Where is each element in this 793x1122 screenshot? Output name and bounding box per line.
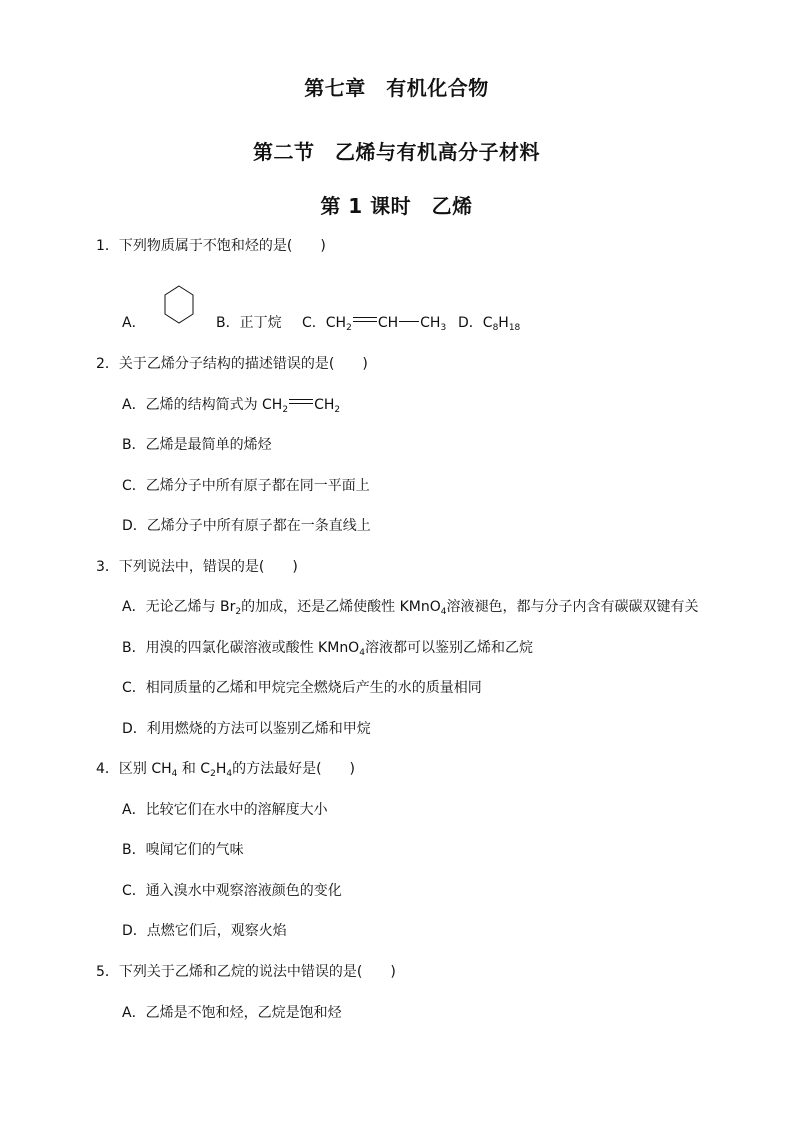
- double-bond-icon: [352, 315, 378, 325]
- question-4-option-b: B．嗅闻它们的气味: [122, 842, 244, 858]
- chapter-title: 第七章 有机化合物: [304, 76, 489, 100]
- question-5-stem: 5．下列关于乙烯和乙烷的说法中错误的是( ): [96, 964, 396, 980]
- question-4-option-c: C．通入溴水中观察溶液颜色的变化: [122, 883, 342, 899]
- question-4-option-a: A．比较它们在水中的溶解度大小: [122, 802, 328, 818]
- question-1-option-d: D．$C_8H_{18}$: [458, 315, 521, 333]
- lesson-title: 第 1 课时 乙烯: [320, 194, 473, 218]
- single-bond-icon: [399, 321, 419, 322]
- question-3-option-a: A．无论乙烯与 $Br_2$的加成，还是乙烯使酸性 KMnO$_4$溶液褪色，都与分子内含有碳碳双键有关: [122, 599, 699, 617]
- question-3-option-d: D．利用燃烧的方法可以鉴别乙烯和甲烷: [122, 721, 371, 737]
- section-title: 第二节 乙烯与有机高分子材料: [253, 140, 540, 164]
- question-5-option-a: A．乙烯是不饱和烃，乙烷是饱和烃: [122, 1005, 342, 1021]
- question-1-option-b: B．正丁烷: [216, 315, 282, 331]
- question-3-option-b: B．用溴的四氯化碳溶液或酸性 KMnO$_4$溶液都可以鉴别乙烯和乙烷: [122, 640, 533, 658]
- question-3-option-c: C．相同质量的乙烯和甲烷完全燃烧后产生的水的质量相同: [122, 680, 482, 696]
- question-1-option-a: A．: [122, 315, 146, 331]
- cyclohexane-hexagon-icon: [162, 284, 196, 326]
- question-1-stem: 1．下列物质属于不饱和烃的是( ): [96, 238, 326, 254]
- question-4-stem: 4．区别 $CH_4$ 和 $C_2H_4$的方法最好是( ): [96, 761, 356, 779]
- question-2-option-b: B．乙烯是最简单的烯烃: [122, 437, 272, 453]
- question-2-stem: 2．关于乙烯分子结构的描述错误的是( ): [96, 356, 368, 372]
- double-bond-icon: [288, 397, 314, 407]
- question-2-option-d: D．乙烯分子中所有原子都在一条直线上: [122, 518, 371, 534]
- question-2-option-c: C．乙烯分子中所有原子都在同一平面上: [122, 478, 370, 494]
- question-4-option-d: D．点燃它们后，观察火焰: [122, 923, 287, 939]
- question-3-stem: 3．下列说法中，错误的是( ): [96, 559, 298, 575]
- question-1-option-c: C．$CH_2$ CH $CH_3$: [302, 315, 447, 333]
- question-2-option-a: A．乙烯的结构简式为 $CH_2$ $CH_2$: [122, 397, 341, 415]
